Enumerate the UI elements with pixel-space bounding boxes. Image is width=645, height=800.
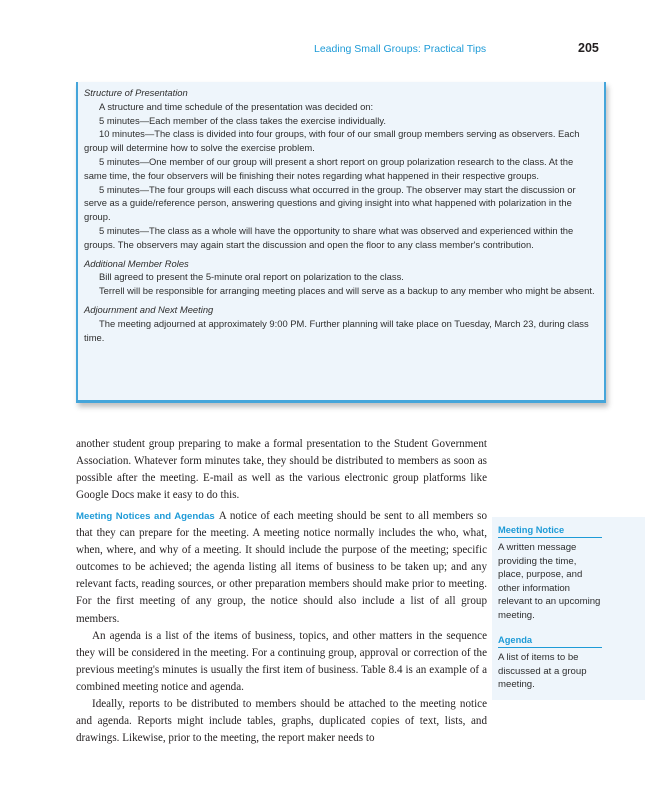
box-paragraph: Terrell will be responsible for arranging meeting places and will serve as a backup to any member who might be absent. <box>99 285 595 297</box>
body-text: A notice of each meeting should be sent to all members so that they can prepare for the meeting. A meeting notice normally includes the who, what, when, where, and why of a meeting. It should include the purpose of the meeting; specific outcomes to be achieved; the agenda listing all items of business to be taken up; and any relevant facts, reading sources, or other preparation members should make prior to meeting. For the first meeting of any group, the notice should also include a list of all group members. <box>76 510 487 625</box>
body-section-notices <box>76 508 487 747</box>
glossary-definition: A list of items to be discussed at a group meeting. <box>498 652 587 690</box>
body-text-reports: Ideally, reports to be distributed to members should be attached to the meeting notice and agenda. Reports might include tables, graphs, duplicated copies of text, lists, and drawings. Likewise, prior to the meeting, the report maker needs to <box>76 698 487 745</box>
box-paragraph: 10 minutes—The class is divided into four groups, with four of our small group members serving as observers. Each group will determine how to solve the exercise problem. <box>84 128 580 154</box>
body-text-agenda: An agenda is a list of the items of business, topics, and other matters in the sequence they will be considered in the meeting. For a continuing group, approval or correction of the previous meeting's minutes is usually the first item of business. Table 8.4 is an example of a combined meeting notice and agenda. <box>76 629 487 693</box>
box-paragraph: A structure and time schedule of the presentation was decided on: <box>99 100 374 112</box>
box-heading-structure: Structure of Presentation <box>84 87 188 98</box>
minutes-example-content <box>84 86 596 344</box>
section-heading-meeting-notices: Meeting Notices and Agendas <box>76 511 215 522</box>
glossary-definition: A written message providing the time, place, purpose, and other information relevant to an upcoming meeting. <box>498 542 601 621</box>
box-paragraph: 5 minutes—One member of our group will present a short report on group polarization research to the class. At the same time, the four observers will be finishing their notes regarding what happened in their respective groups. <box>84 155 574 181</box>
glossary-term: Meeting Notice <box>498 525 602 538</box>
box-paragraph: Bill agreed to present the 5-minute oral report on polarization to the class. <box>99 271 404 283</box>
glossary-entry-meeting-notice <box>498 525 602 622</box>
box-paragraph: The meeting adjourned at approximately 9:00 PM. Further planning will take place on Tuesday, March 23, during class time. <box>84 317 589 343</box>
body-paragraph-1 <box>76 436 487 504</box>
page-number: 205 <box>578 41 599 55</box>
body-text: another student group preparing to make a formal presentation to the Student Government Association. Whatever form minutes take, they should be distributed to members as soon as possible after the meeting. E-mail as well as the various electronic group platforms like Google Docs make it easy to do this. <box>76 438 487 502</box>
box-heading-roles: Additional Member Roles <box>84 257 189 269</box>
running-header-title: Leading Small Groups: Practical Tips <box>314 43 487 55</box>
box-paragraph: 5 minutes—Each member of the class takes the exercise individually. <box>99 114 386 126</box>
glossary-entry-agenda <box>498 635 602 692</box>
glossary-term: Agenda <box>498 635 602 648</box>
box-paragraph: 5 minutes—The class as a whole will have the opportunity to share what was observed and experienced within the groups. The observers may again start the discussion and open the floor to any class member's contribution. <box>84 224 574 250</box>
box-paragraph: 5 minutes—The four groups will each discuss what occurred in the group. The observer may start the discussion or serve as a guide/reference person, answering questions and giving insight into what happened with polarization in the group. <box>84 183 576 223</box>
box-heading-adjournment: Adjournment and Next Meeting <box>84 303 214 315</box>
